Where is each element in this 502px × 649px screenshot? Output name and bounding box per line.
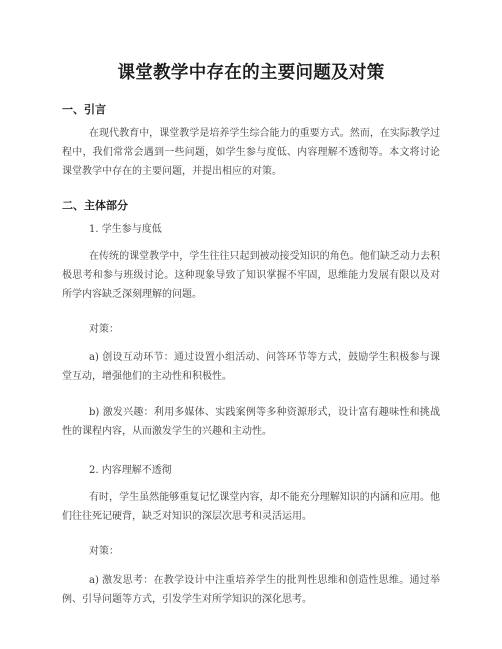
document-title: 课堂教学中存在的主要问题及对策 <box>117 63 385 83</box>
problem2-measure-a: a) 激发思考：在教学设计中注重培养学生的批判性思维和创造性思维。通过举例、引导问题等方式，引发学生对所学知识的深化思考。 <box>62 575 440 605</box>
problem2-label: 2. 内容理解不透彻 <box>89 465 172 476</box>
problem2-measures-label: 对策： <box>89 546 119 557</box>
problem1-label: 1. 学生参与度低 <box>89 224 162 235</box>
problem2-description: 有时，学生虽然能够重复记忆课堂内容，却不能充分理解知识的内涵和应用。他们往往死记硬背，缺乏对知识的深层次思考和灵活运用。 <box>62 492 440 522</box>
problem1-description: 在传统的课堂教学中，学生往往只起到被动接受知识的角色。他们缺乏动力去积极思考和参与班级讨论。这种现象导致了知识掌握不牢固，思维能力发展有限以及对所学内容缺乏深刻理解的问题。 <box>62 251 440 300</box>
section-heading-intro: 一、引言 <box>62 103 106 116</box>
section-heading-main: 二、主体部分 <box>62 199 128 212</box>
problem1-measure-a: a) 创设互动环节：通过设置小组活动、问答环节等方式，鼓励学生积极参与课堂互动，增强他们的主动性和积极性。 <box>62 352 440 382</box>
intro-paragraph: 在现代教育中，课堂教学是培养学生综合能力的重要方式。然而，在实际教学过程中，我们常常会遇到一些问题，如学生参与度低、内容理解不透彻等。本文将讨论课堂教学中存在的主要问题，并提出相应的对策。 <box>62 128 440 177</box>
problem1-measure-b: b) 激发兴趣：利用多媒体、实践案例等多种资源形式，设计富有趣味性和挑战性的课程内容，从而激发学生的兴趣和主动性。 <box>62 407 440 437</box>
problem1-measures-label: 对策： <box>89 324 119 335</box>
